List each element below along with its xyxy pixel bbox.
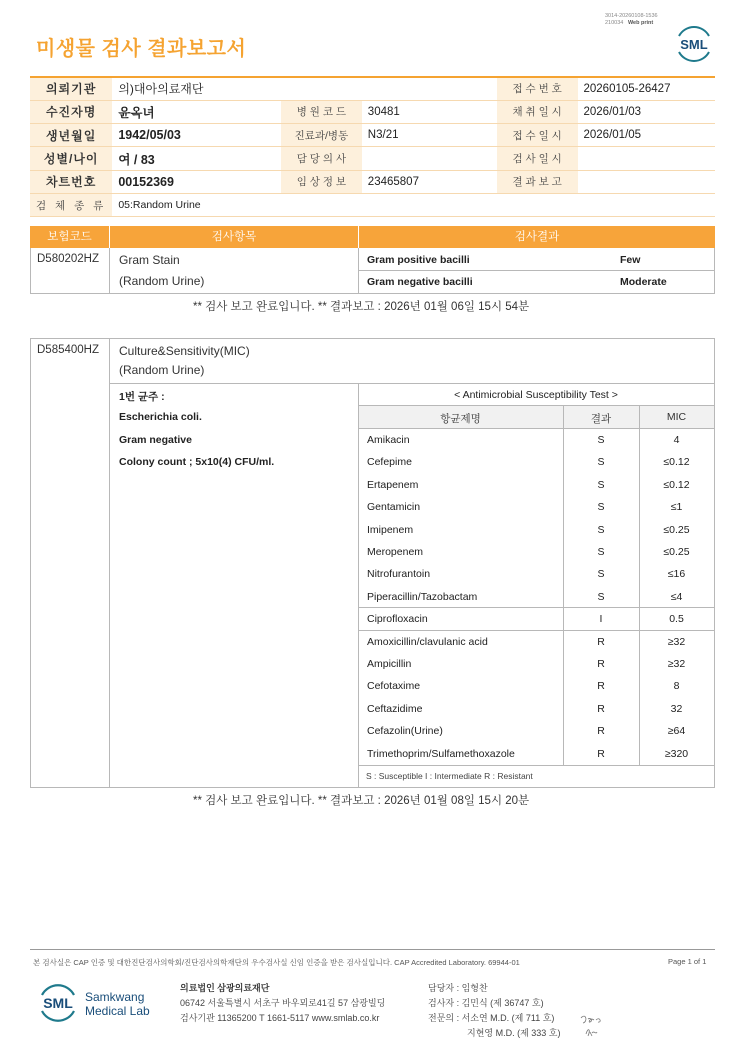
organism-name: Escherichia coli. (119, 411, 202, 423)
ast-drug-name: Ertapenem (367, 478, 419, 491)
culture-report-complete: ** 검사 보고 완료입니다. ** 결과보고 : 2026년 01월 08일 15시 20분 (193, 795, 530, 807)
ast-row (358, 675, 714, 697)
ast-title: < Antimicrobial Susceptibility Test > (454, 389, 618, 401)
value-requester: 의)대아의료재단 (112, 77, 496, 100)
ast-header-name: 항균제명 (440, 413, 481, 425)
brand-line1: Samkwang (85, 990, 145, 1004)
report-code: 3014-20260108-1536 210034 Web print (605, 13, 658, 26)
ast-row (358, 720, 714, 742)
ast-result: S (597, 546, 605, 558)
ast-row (358, 743, 714, 765)
ast-mic: 8 (673, 680, 680, 693)
ast-row (358, 519, 714, 541)
ast-row (358, 586, 714, 608)
organism-label: 1번 균주 : (119, 391, 165, 403)
ast-header-mic: MIC (666, 411, 687, 423)
ast-drug-name: Amoxicillin/clavulanic acid (367, 635, 488, 648)
value-specimen-type: 05:Random Urine (112, 193, 715, 216)
ast-result: R (597, 658, 605, 670)
label-collection-date: 채 취 일 시 (497, 100, 578, 123)
colony-count: Colony count ; 5x10(4) CFU/ml. (119, 456, 275, 468)
ast-result: R (597, 635, 605, 648)
ast-row (358, 653, 714, 675)
ast-header-result: 결과 (590, 413, 612, 425)
gram-specimen: (Random Urine) (119, 274, 205, 288)
patient-info-table (30, 76, 715, 217)
label-receipt-date: 접 수 일 시 (497, 124, 578, 147)
ast-legend: S : Susceptible I : Intermediate R : Resistant (366, 771, 533, 781)
sml-footer-logo (36, 980, 80, 1024)
value-birthdate: 1942/05/03 (112, 124, 281, 147)
org-contact: 검사기관 11365200 T 1661-5117 www.smlab.co.kr (180, 1013, 380, 1023)
ast-drug-name: Imipenem (367, 523, 414, 536)
ast-drug-name: Nitrofurantoin (367, 568, 431, 581)
ast-drug-name: Gentamicin (367, 501, 421, 514)
ast-mic: ≥32 (667, 658, 686, 670)
ast-drug-name: Meropenem (367, 546, 424, 558)
ast-row (358, 474, 714, 496)
ast-drug-name: Cefotaxime (367, 680, 421, 693)
ast-mic: ≤0.12 (663, 478, 690, 491)
ast-row (358, 563, 714, 585)
label-hospital-code: 병 원 코 드 (281, 100, 362, 123)
label-doctor: 담 당 의 사 (281, 147, 362, 170)
value-clinical-info: 23465807 (362, 170, 497, 193)
ast-row (358, 631, 714, 653)
ast-mic: ≤4 (670, 590, 683, 603)
label-requester: 의뢰기관 (30, 77, 112, 100)
label-test-date: 검 사 일 시 (497, 147, 578, 170)
page-number: Page 1 of 1 (668, 957, 707, 966)
culture-specimen: (Random Urine) (119, 363, 205, 377)
culture-item: Culture&Sensitivity(MIC) (119, 344, 250, 358)
label-result-report: 결 과 보 고 (497, 170, 578, 193)
ast-drug-name: Amikacin (367, 434, 410, 446)
ast-result: R (597, 680, 605, 693)
ast-result: R (597, 747, 605, 760)
ast-row (358, 698, 714, 720)
value-result-report (578, 170, 716, 193)
org-address: 06742 서울특별시 서초구 바우뫼로41길 57 삼광빌딩 (180, 998, 386, 1008)
sml-logo (673, 22, 715, 64)
results-header (30, 226, 715, 248)
culture-code: D585400HZ (37, 344, 100, 356)
ast-drug-name: Ciprofloxacin (367, 613, 428, 626)
ast-mic: 0.5 (669, 613, 684, 626)
ast-row (358, 429, 714, 451)
staff-manager: 담당자 : 임형찬 (428, 983, 488, 993)
ast-result: S (597, 478, 605, 491)
label-accession: 접 수 번 호 (497, 77, 578, 100)
header-item: 검사항목 (109, 226, 358, 248)
label-sex-age: 성별/나이 (30, 147, 112, 170)
ast-result: S (597, 590, 605, 603)
staff-tester: 검사자 : 김민식 (제 36747 호) (428, 998, 544, 1008)
gram-row-value: Moderate (620, 276, 667, 288)
value-accession: 20260105-26427 (578, 77, 716, 100)
org-name: 의료법인 삼광의료재단 (180, 983, 270, 993)
ast-drug-name: Cefazolin(Urine) (367, 725, 443, 738)
ast-row (358, 541, 714, 563)
ast-mic: 32 (670, 702, 683, 715)
ast-mic: ≥32 (667, 635, 686, 648)
value-hospital-code: 30481 (362, 100, 497, 123)
svg-text:SML: SML (43, 995, 73, 1011)
ast-row (358, 608, 714, 630)
accreditation-note: 본 검사실은 CAP 인증 및 대한진단검사의학회/진단검사의학재단의 우수검사실 신임 인증을 받은 검사실입니다. CAP Accredited Laboratory. 69944-01 (33, 958, 520, 967)
ast-drug-name: Ceftazidime (367, 702, 423, 715)
value-test-date (578, 147, 716, 170)
ast-result: S (597, 568, 605, 581)
ast-result: R (597, 725, 605, 738)
ast-drug-name: Cefepime (367, 456, 412, 469)
page-title: 미생물 검사 결과보고서 (36, 38, 247, 60)
gram-row-name: Gram positive bacilli (367, 254, 470, 266)
label-chart-number: 차트번호 (30, 170, 112, 193)
ast-result: I (599, 613, 603, 626)
label-department: 진료과/병동 (281, 124, 362, 147)
ast-mic: ≤0.25 (663, 546, 690, 558)
header-result: 검사결과 (358, 226, 715, 248)
label-specimen-type: 검 체 종 류 (30, 193, 112, 216)
brand-line2: Medical Lab (85, 1004, 150, 1018)
ast-mic: ≥64 (667, 725, 686, 738)
ast-drug-name: Ampicillin (367, 658, 412, 670)
ast-result: S (597, 523, 605, 536)
ast-result: S (597, 434, 605, 446)
label-patient-name: 수진자명 (30, 100, 112, 123)
ast-mic: ≤0.25 (663, 523, 690, 536)
gram-item: Gram Stain (119, 253, 180, 267)
svg-text:SML: SML (680, 37, 708, 52)
ast-mic: ≤16 (667, 568, 686, 581)
ast-result: R (597, 702, 605, 715)
label-clinical-info: 임 상 정 보 (281, 170, 362, 193)
gram-row-value: Few (620, 254, 641, 266)
signature (578, 1008, 612, 1043)
ast-drug-name: Piperacillin/Tazobactam (367, 590, 478, 603)
ast-row (358, 451, 714, 473)
value-patient-name: 윤옥녀 (112, 100, 281, 123)
ast-mic: ≤1 (670, 501, 683, 514)
value-sex-age: 여 / 83 (112, 147, 281, 170)
value-department: N3/21 (362, 124, 497, 147)
value-doctor (362, 147, 497, 170)
ast-mic: 4 (673, 434, 680, 446)
label-birthdate: 생년월일 (30, 124, 112, 147)
header-code: 보험코드 (47, 231, 92, 243)
gram-code: D580202HZ (37, 253, 100, 265)
ast-mic: ≤0.12 (663, 456, 690, 469)
ast-result: S (597, 456, 605, 469)
value-chart-number: 00152369 (112, 170, 281, 193)
ast-result: S (597, 501, 605, 514)
staff-specialist: 전문의 : 서소연 M.D. (제 711 호) (428, 1013, 555, 1023)
organism-gram: Gram negative (119, 434, 192, 446)
staff-specialist2: 지현영 M.D. (제 333 호) (467, 1028, 561, 1038)
gram-row-name: Gram negative bacilli (367, 276, 473, 288)
ast-mic: ≥320 (664, 747, 689, 760)
value-receipt-date: 2026/01/05 (578, 124, 716, 147)
gram-report-complete: ** 검사 보고 완료입니다. ** 결과보고 : 2026년 01월 06일 15시 54분 (193, 301, 530, 313)
ast-row (358, 496, 714, 518)
value-collection-date: 2026/01/03 (578, 100, 716, 123)
ast-drug-name: Trimethoprim/Sulfamethoxazole (367, 747, 515, 760)
